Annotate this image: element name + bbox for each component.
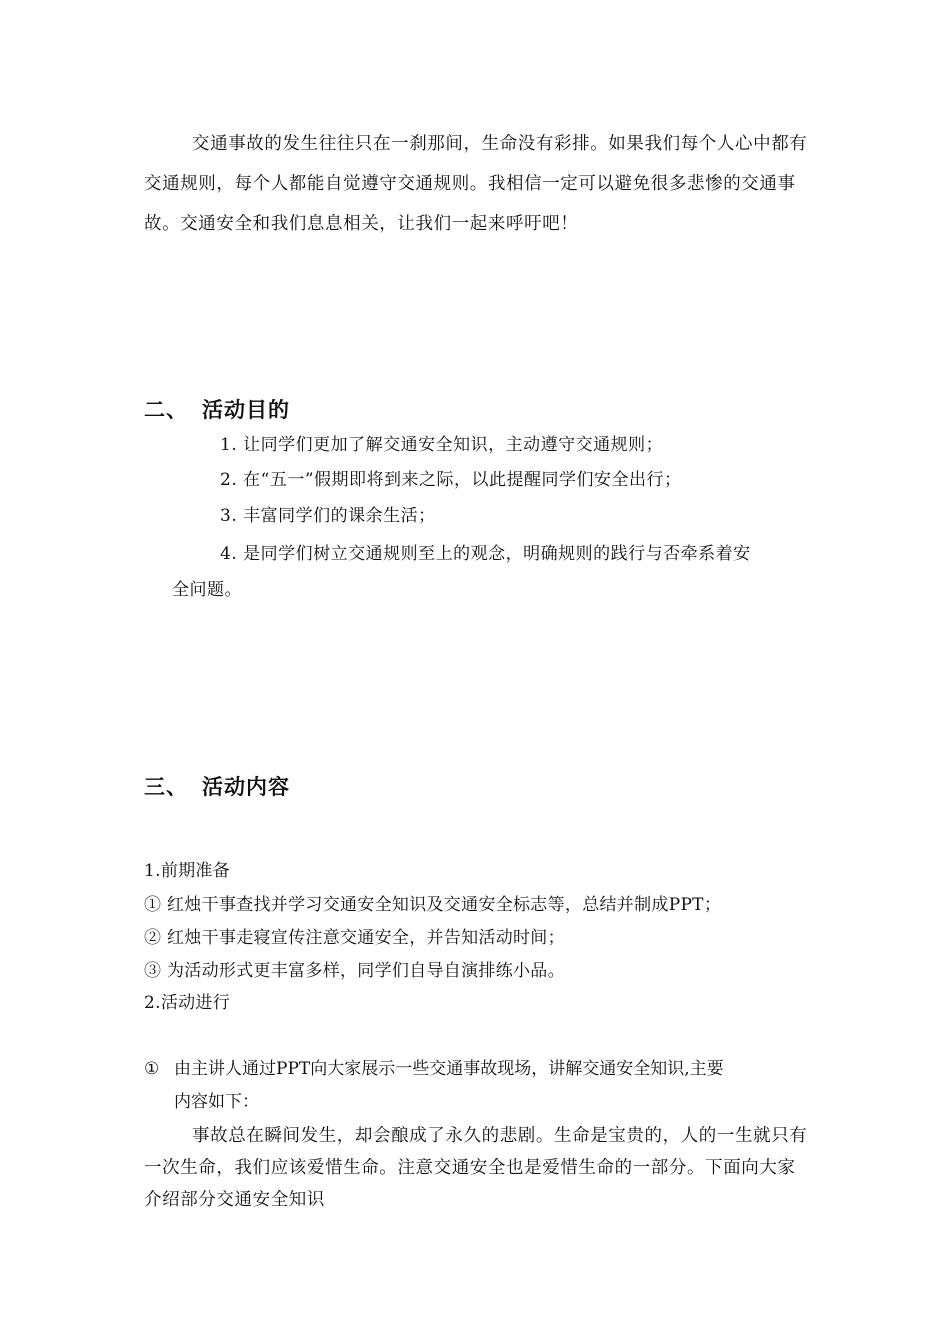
section3-heading — [144, 771, 290, 801]
purpose-item-4: 4. 是同学们树立交通规则至上的观念，明确规则的践行与否牵系着安 — [220, 544, 751, 564]
purpose-item-1: 1. 让同学们更加了解交通安全知识，主动遵守交通规则； — [220, 435, 664, 455]
purpose-item-2: 2. 在“五一”假期即将到来之际，以此提醒同学们安全出行； — [220, 470, 682, 490]
run-item-marker: ① — [144, 1059, 160, 1079]
section2-number: 二、 — [144, 398, 188, 422]
purpose-item-3: 3. 丰富同学们的课余生活； — [220, 506, 436, 526]
run-title: 2.活动进行 — [144, 993, 231, 1013]
section2-heading — [144, 394, 290, 424]
section2-title: 活动目的 — [202, 398, 290, 422]
run-item-1 — [144, 1053, 808, 1119]
prep-item-1: ① 红烛干事查找并学习交通安全知识及交通安全标志等，总结并制成PPT； — [144, 895, 722, 915]
section3-number: 三、 — [144, 775, 188, 799]
prep-item-3: ③ 为活动形式更丰富多样，同学们自导自演排练小品。 — [144, 961, 565, 981]
content-paragraph: 事故总在瞬间发生，却会酿成了永久的悲剧。生命是宝贵的，人的一生就只有一次生命，我们应该爱惜生命。注意交通安全也是爱惜生命的一部分。下面向大家介绍部分交通安全知识 — [144, 1126, 808, 1210]
run-item-line-2: 内容如下： — [174, 1092, 259, 1112]
prep-title: 1.前期准备 — [144, 861, 231, 881]
purpose-item-4-cont: 全问题。 — [172, 580, 242, 600]
run-item-line-1: 由主讲人通过PPT向大家展示一些交通事故现场，讲解交通安全知识,主要 — [174, 1059, 724, 1079]
section3-title: 活动内容 — [202, 775, 290, 799]
prep-item-2: ② 红烛干事走寝宣传注意交通安全，并告知活动时间； — [144, 928, 565, 948]
intro-paragraph: 交通事故的发生往往只在一刹那间，生命没有彩排。如果我们每个人心中都有交通规则，每个人都能自觉遵守交通规则。我相信一定可以避免很多悲惨的交通事故。交通安全和我们息息相关，让我们一起来呼吁吧！ — [144, 134, 808, 234]
